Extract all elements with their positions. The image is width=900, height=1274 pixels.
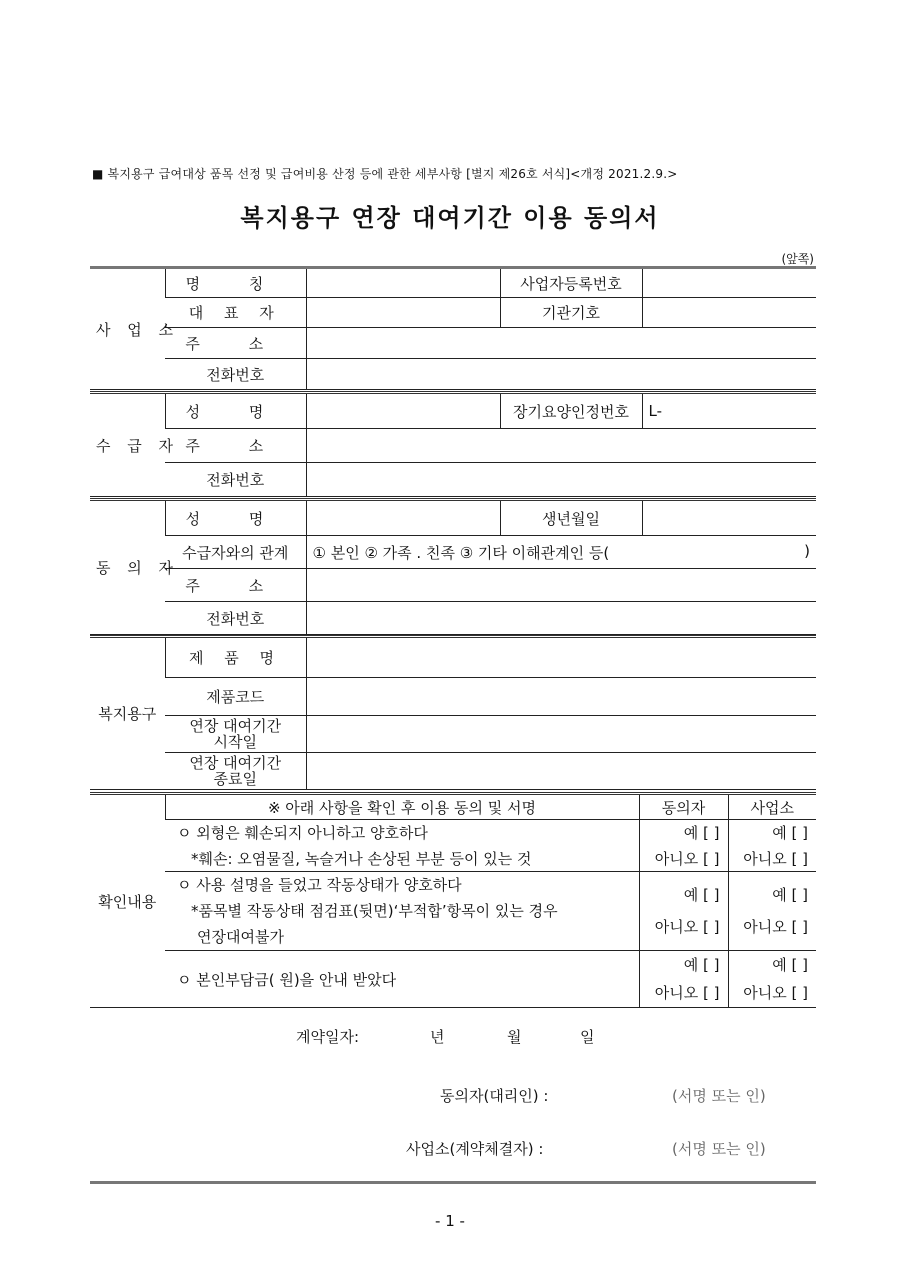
consenter-relation-label: 수급자와의 관계 [165, 536, 306, 569]
recipient-ltc-no-label: 장기요양인정번호 [500, 393, 642, 429]
recipient-name-label: 성 명 [165, 393, 306, 429]
product-name-field[interactable] [306, 637, 816, 678]
extension-start-field[interactable] [306, 716, 816, 753]
product-code-field[interactable] [306, 678, 816, 716]
extension-start-label: 연장 대여기간 시작일 [165, 716, 306, 753]
item1-text: ㅇ 외형은 훼손되지 아니하고 양호하다 [177, 824, 428, 843]
item3-text: ㅇ 본인부담금( 원)을 안내 받았다 [165, 951, 639, 1008]
business-section [90, 266, 816, 390]
item2-consenter-yes-checkbox[interactable]: 예 [ ] [683, 886, 720, 904]
business-name-field[interactable] [306, 268, 500, 298]
consenter-birth-field[interactable] [642, 500, 816, 536]
equipment-section [90, 635, 816, 790]
consenter-phone-label: 전화번호 [165, 602, 306, 635]
item3-business-no-checkbox[interactable]: 아니오 [ ] [743, 984, 808, 1002]
consenter-relation-options[interactable]: ① 본인 ② 가족 . 친족 ③ 기타 이해관계인 등( ) [306, 536, 816, 569]
item1-business-yes-checkbox[interactable]: 예 [ ] [728, 820, 816, 846]
business-address-field[interactable] [306, 328, 816, 359]
item2-text: ㅇ 사용 설명을 들었고 작동상태가 양호하다 *품목별 작동상태 점검표(뒷면)‘부적합’항목이 있는 경우 연장대여불가 [165, 872, 639, 951]
business-org-code-field[interactable] [642, 298, 816, 328]
contract-year-label[interactable]: 년 [430, 1028, 445, 1046]
business-phone-field[interactable] [306, 359, 816, 390]
recipient-name-field[interactable] [306, 393, 500, 429]
confirmation-section [90, 792, 816, 1008]
document-title: 복지용구 연장 대여기간 이용 동의서 [240, 204, 660, 232]
business-address-label: 주 소 [165, 328, 306, 359]
consenter-section-label: 동 의 자 [90, 500, 165, 635]
extension-end-field[interactable] [306, 753, 816, 790]
consenter-name-label: 성 명 [165, 500, 306, 536]
page-side-label: (앞쪽) [781, 252, 814, 266]
page-number: - 1 - [435, 1212, 465, 1230]
item1-consenter-yes-checkbox[interactable]: 예 [ ] [639, 820, 728, 846]
item2-business-yes-checkbox[interactable]: 예 [ ] [772, 886, 808, 904]
item3-consenter-no-checkbox[interactable]: 아니오 [ ] [654, 984, 720, 1002]
recipient-ltc-no-field[interactable]: L- [642, 393, 816, 429]
contract-date-label: 계약일자: [296, 1028, 360, 1046]
recipient-address-label: 주 소 [165, 429, 306, 463]
item3-business-checkboxes[interactable] [728, 951, 816, 1008]
item3-consenter-checkboxes[interactable] [639, 951, 728, 1008]
recipient-section [90, 391, 816, 497]
business-rep-label: 대 표 자 [165, 298, 306, 328]
contract-month-label[interactable]: 월 [507, 1028, 522, 1046]
contract-day-label[interactable]: 일 [580, 1028, 595, 1046]
confirmation-section-label: 확인내용 [90, 794, 165, 1008]
confirmation-header: ※ 아래 사항을 확인 후 이용 동의 및 서명 [165, 794, 639, 820]
item2-business-checkboxes[interactable] [728, 872, 816, 951]
col-consenter-label: 동의자 [639, 794, 728, 820]
item1-consenter-no-checkbox[interactable]: 아니오 [ ] [639, 846, 728, 872]
consenter-name-field[interactable] [306, 500, 500, 536]
business-org-code-label: 기관기호 [500, 298, 642, 328]
recipient-address-field[interactable] [306, 429, 816, 463]
business-rep-field[interactable] [306, 298, 500, 328]
business-signature-field[interactable]: (서명 또는 인) [672, 1140, 766, 1158]
extension-end-label: 연장 대여기간 종료일 [165, 753, 306, 790]
recipient-phone-label: 전화번호 [165, 463, 306, 497]
business-name-label: 명 칭 [165, 268, 306, 298]
product-name-label: 제 품 명 [165, 637, 306, 678]
item3-consenter-yes-checkbox[interactable]: 예 [ ] [683, 956, 720, 974]
recipient-section-label: 수 급 자 [90, 393, 165, 497]
business-section-label: 사 업 소 [90, 268, 165, 390]
item1-note: *훼손: 오염물질, 녹슬거나 손상된 부분 등이 있는 것 [165, 846, 639, 872]
recipient-phone-field[interactable] [306, 463, 816, 497]
business-reg-no-field[interactable] [642, 268, 816, 298]
consenter-section [90, 498, 816, 635]
form-reference-note: ■ 복지용구 급여대상 품목 선정 및 급여비용 산정 등에 관한 세부사항 [별지 제26호 서식]<개정 2021.2.9.> [92, 167, 678, 181]
col-business-label: 사업소 [728, 794, 816, 820]
bottom-divider [90, 1181, 816, 1184]
consenter-phone-field[interactable] [306, 602, 816, 635]
item2-business-no-checkbox[interactable]: 아니오 [ ] [743, 918, 808, 936]
item1-business-no-checkbox[interactable]: 아니오 [ ] [728, 846, 816, 872]
product-code-label: 제품코드 [165, 678, 306, 716]
consenter-address-label: 주 소 [165, 569, 306, 602]
consenter-signature-field[interactable]: (서명 또는 인) [672, 1087, 766, 1105]
business-signature-label: 사업소(계약체결자) : [406, 1140, 544, 1158]
consenter-signature-label: 동의자(대리인) : [440, 1087, 549, 1105]
item2-consenter-no-checkbox[interactable]: 아니오 [ ] [654, 918, 720, 936]
consenter-birth-label: 생년월일 [500, 500, 642, 536]
business-reg-no-label: 사업자등록번호 [500, 268, 642, 298]
consenter-address-field[interactable] [306, 569, 816, 602]
equipment-section-label: 복지용구 [90, 637, 165, 790]
item3-business-yes-checkbox[interactable]: 예 [ ] [772, 956, 808, 974]
business-phone-label: 전화번호 [165, 359, 306, 390]
item2-consenter-checkboxes[interactable] [639, 872, 728, 951]
